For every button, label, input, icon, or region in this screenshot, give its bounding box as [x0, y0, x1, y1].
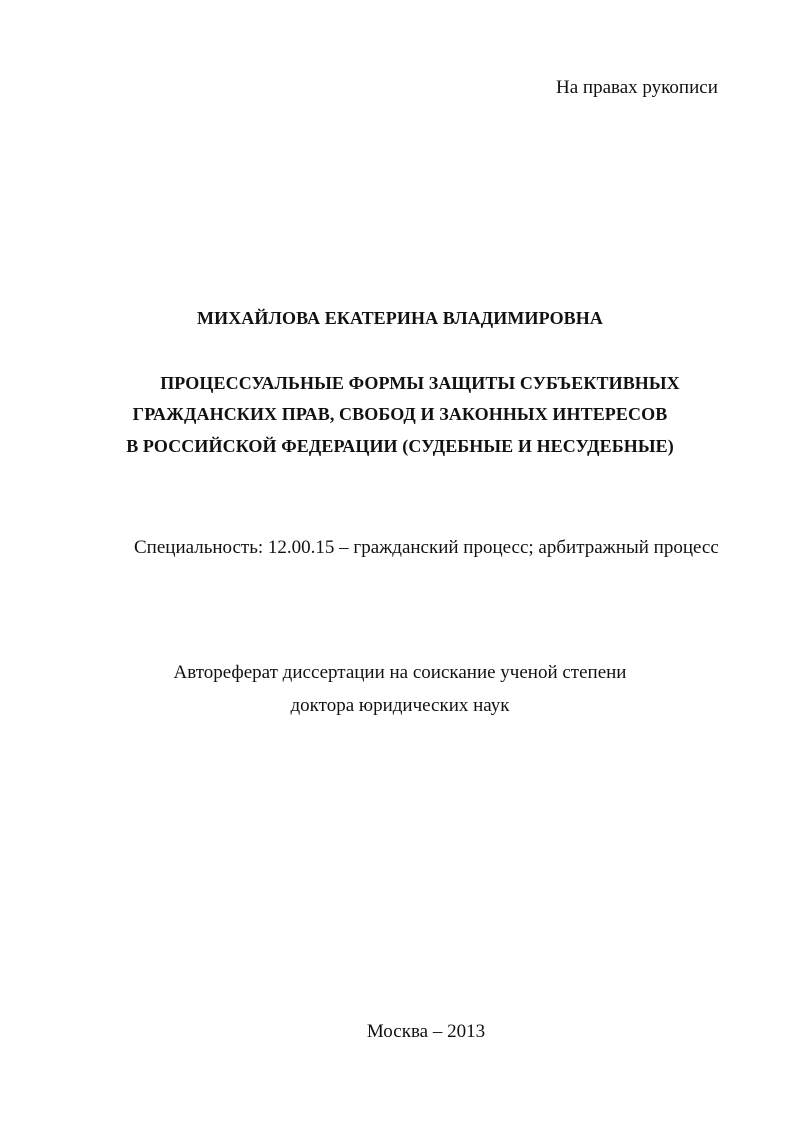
title-line-2: ГРАЖДАНСКИХ ПРАВ, СВОБОД И ЗАКОННЫХ ИНТЕРЕСОВ	[132, 404, 668, 424]
specialty-text: Специальность: 12.00.15 – гражданский процесс; арбитражный процесс	[134, 537, 719, 558]
title-line-3: В РОССИЙСКОЙ ФЕДЕРАЦИИ (СУДЕБНЫЕ И НЕСУДЕБНЫЕ)	[126, 436, 674, 456]
author-name: МИХАЙЛОВА ЕКАТЕРИНА ВЛАДИМИРОВНА	[197, 308, 603, 328]
title-line-1: ПРОЦЕССУАЛЬНЫЕ ФОРМЫ ЗАЩИТЫ СУБЪЕКТИВНЫХ	[160, 373, 680, 393]
city-year: Москва – 2013	[366, 1021, 486, 1042]
abstract-line-1: Автореферат диссертации на соискание ученой степени	[173, 662, 627, 683]
abstract-line-2: доктора юридических наук	[290, 695, 510, 716]
manuscript-note: На правах рукописи	[556, 77, 718, 98]
